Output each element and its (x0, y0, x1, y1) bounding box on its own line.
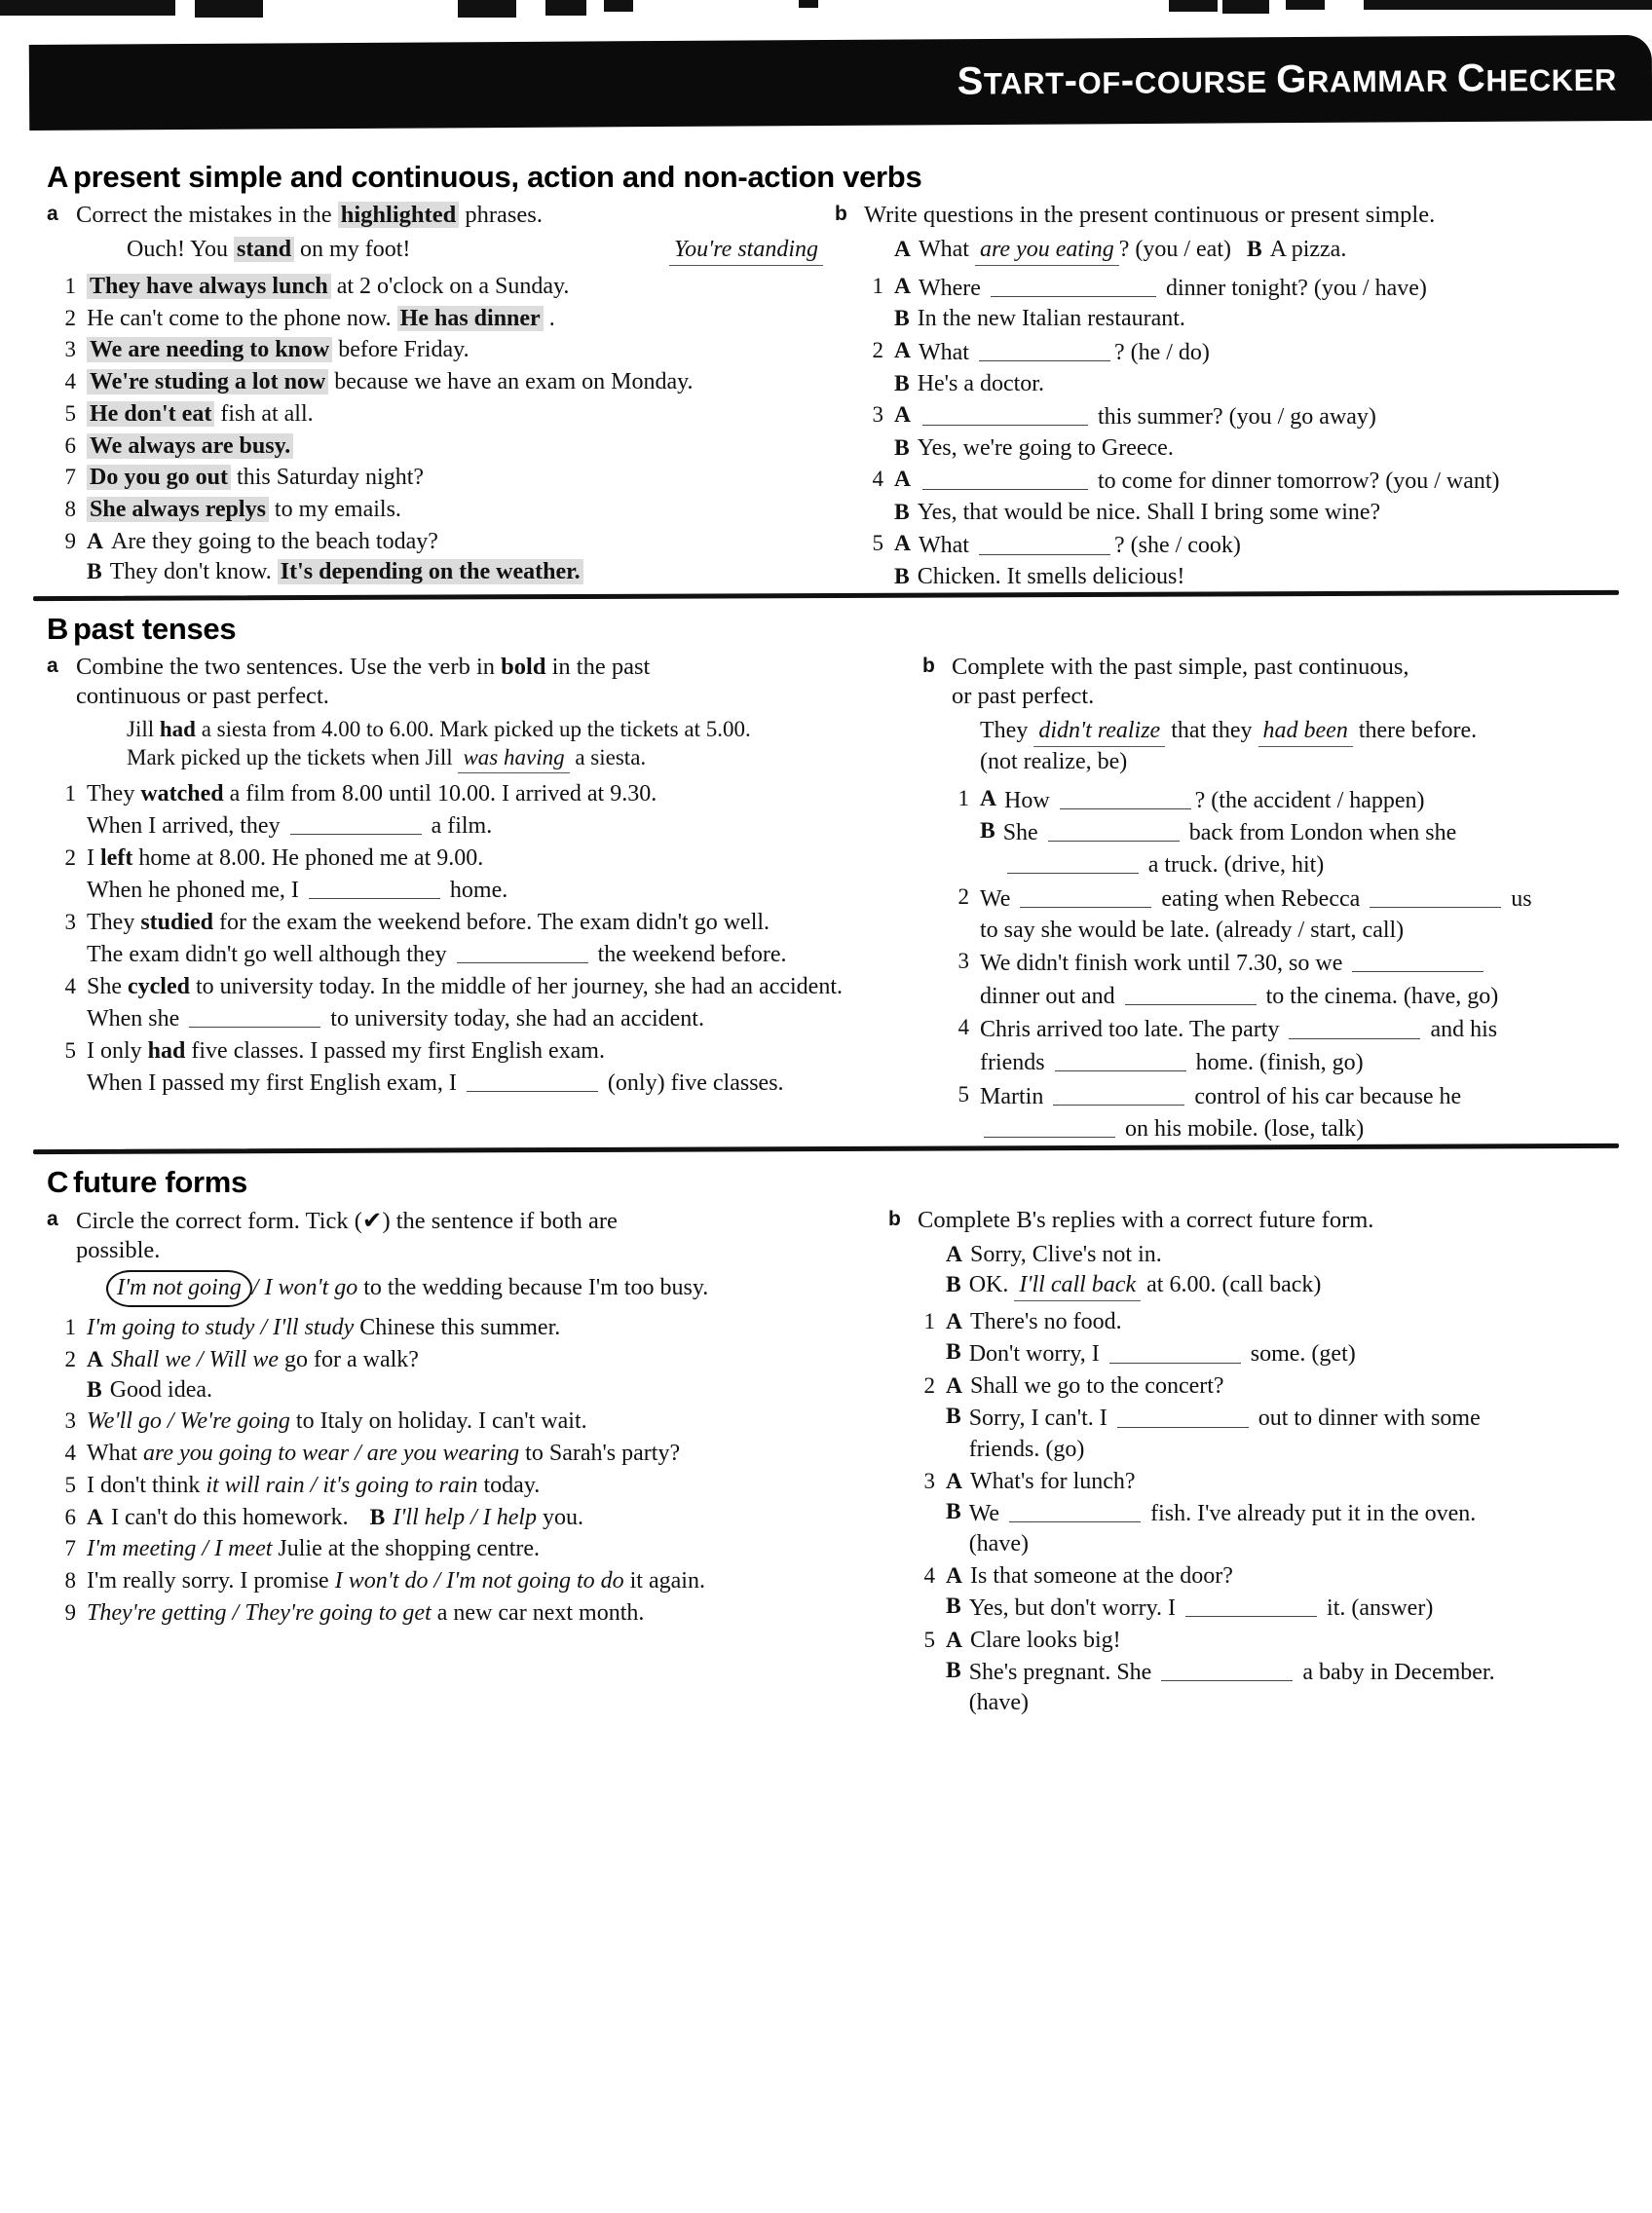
item-text: Do you go out this Saturday night? (87, 463, 823, 493)
answer-blank[interactable] (984, 1112, 1115, 1138)
list-item[interactable] (854, 400, 1652, 464)
section-b-title: past tenses (73, 612, 237, 647)
item-number: 2 (923, 1373, 935, 1399)
dialogue-line-b: B Yes, that would be nice. Shall I bring some wine? (894, 498, 1652, 528)
example-item (906, 1240, 1652, 1301)
list-item[interactable] (47, 272, 823, 302)
list-item[interactable] (47, 1534, 877, 1564)
list-item[interactable] (47, 908, 911, 971)
item-number: 3 (923, 1468, 935, 1493)
option-pair[interactable]: We'll go / We're going (87, 1408, 290, 1435)
list-item[interactable] (47, 1439, 877, 1469)
item-text: He can't come to the phone now. He has dinner . (87, 305, 555, 331)
example-highlight: stand (234, 237, 294, 262)
task-instruction: Complete with the past simple, past continuous, or past perfect. (952, 654, 1409, 710)
section-a-task-b (823, 201, 1652, 593)
dialogue-line-a: A Shall we go to the concert? (946, 1371, 1530, 1402)
item-highlight: He has dinner (397, 306, 544, 331)
answer-blank[interactable] (189, 1002, 320, 1028)
example-answer-1: didn't realize (1033, 716, 1165, 747)
section-b-heading (47, 612, 1652, 647)
section-b-letter: B (47, 612, 69, 647)
speaker-b-tag: B (946, 1498, 961, 1524)
dialogue-line-a: A What ? (he / do) (894, 338, 1210, 366)
item-prompt: She cycled to university today. In the middle of her journey, she had an accident. (87, 973, 844, 999)
section-c-title: future forms (73, 1164, 247, 1199)
list-item[interactable] (906, 1561, 1652, 1625)
speaker-a-tag: A (894, 531, 911, 557)
item-text: We are needing to know before Friday. (87, 335, 823, 365)
answer-blank[interactable] (1109, 1337, 1241, 1363)
circled-answer: I'm not going (106, 1270, 252, 1307)
item-number: 1 (64, 274, 76, 299)
answer-blank[interactable] (1020, 882, 1151, 908)
item-highlight: We're studing a lot now (87, 369, 328, 394)
dialogue-line-a: A Clare looks big! (946, 1626, 1530, 1656)
item-text: We didn't finish work until 7.30, so we dinner out and to the cinema. (have, go) (980, 947, 1535, 1012)
dialogue-line-a: A Is that someone at the door? (946, 1561, 1530, 1592)
item-highlight: It's depending on the weather. (278, 559, 583, 584)
item-number: 4 (64, 973, 76, 998)
answer-blank[interactable] (1048, 816, 1180, 842)
item-highlight: They have always lunch (87, 274, 331, 299)
item-number: 1 (923, 1309, 935, 1334)
section-c-letter: C (47, 1164, 69, 1199)
list-item[interactable] (47, 431, 823, 462)
item-text: He don't eat fish at all. (87, 399, 823, 430)
photo-remnant-strip (0, 0, 1652, 33)
list-item[interactable] (47, 844, 911, 907)
example-answer: are you eating (975, 235, 1119, 266)
item-highlight: He don't eat (87, 401, 214, 427)
speaker-a-tag: A (87, 1346, 103, 1372)
item-prompt: They watched a film from 8.00 until 10.00. I arrived at 9.30. (87, 780, 657, 806)
speaker-a-tag: A (894, 236, 911, 262)
answer-blank[interactable] (1370, 882, 1501, 908)
list-item[interactable] (47, 1036, 911, 1100)
example-answer-2: had been (1258, 716, 1353, 747)
answer-blank[interactable] (1161, 1656, 1293, 1681)
answer-blank[interactable] (1125, 980, 1257, 1005)
item-highlight: We are needing to know (87, 337, 332, 362)
page-title: START-OF-COURSE GRAMMAR CHECKER (957, 56, 1618, 103)
instruction-bold: bold (501, 654, 546, 681)
item-text: I'm meeting / I meet Julie at the shopping centre. (87, 1536, 540, 1562)
list-item[interactable] (906, 1307, 1652, 1370)
dialogue-line-b: B Don't worry, I some. (get) (946, 1339, 1356, 1368)
example-answer: I'll call back (1014, 1270, 1141, 1301)
item-number: 5 (64, 400, 76, 426)
item-number: 4 (64, 369, 76, 394)
speaker-b-tag: B (946, 1272, 961, 1297)
dialogue-line-b: B Sorry, I can't. I out to dinner with some friends. (go) (946, 1404, 1481, 1462)
list-item[interactable] (906, 1626, 1652, 1719)
example-answer: You're standing (669, 235, 823, 266)
task-letter: b (888, 1207, 901, 1230)
speaker-b-tag: B (894, 306, 910, 332)
list-item[interactable] (906, 1371, 1652, 1465)
item-number: 9 (64, 1599, 76, 1625)
item-number: 7 (64, 1536, 76, 1561)
dialogue-line-b: B OK. I'll call back at 6.00. (call back) (946, 1270, 1652, 1301)
speaker-b-tag: B (894, 434, 910, 461)
item-text: What are you going to wear / are you wearing to Sarah's party? (87, 1441, 681, 1467)
example-sentence: Ouch! You stand on my foot! (127, 236, 411, 262)
item-number: 4 (957, 1015, 969, 1040)
speaker-a-tag: A (980, 785, 996, 811)
answer-blank[interactable] (290, 809, 422, 835)
list-item[interactable] (47, 304, 823, 334)
example-line-2: Mark picked up the tickets when Jill was having a siesta. (127, 744, 911, 773)
item-number: 4 (872, 467, 883, 492)
item-number: 2 (64, 844, 76, 870)
example-question: What are you eating ? (you / eat) (919, 235, 1231, 266)
option-pair[interactable]: are you going to wear / are you wearing (142, 1441, 520, 1467)
list-item[interactable] (47, 367, 823, 397)
option-pair[interactable]: I'm meeting / I meet (87, 1536, 273, 1562)
item-number: 5 (64, 1037, 76, 1063)
item-text: I'm really sorry. I promise I won't do / I'm not going to do it again. (87, 1567, 705, 1594)
section-c (0, 1165, 1652, 1720)
task-letter: b (922, 655, 935, 678)
item-text: They have always lunch at 2 o'clock on a Sunday. (87, 272, 823, 302)
section-a (0, 160, 1652, 593)
section-b-task-a (0, 653, 911, 1101)
option-pair[interactable]: I won't do / I'm not going to do (334, 1567, 624, 1594)
item-number: 3 (957, 949, 969, 974)
item-number: 2 (64, 305, 76, 330)
speaker-a-tag: A (894, 338, 911, 364)
item-number: 6 (64, 1504, 76, 1529)
item-prompt: I left home at 8.00. He phoned me at 9.00. (87, 844, 484, 871)
item-number: 3 (64, 337, 76, 362)
section-a-title: present simple and continuous, action and non-action verbs (73, 160, 922, 194)
speaker-a-tag: A (946, 1309, 962, 1335)
dialogue-line-a: A Sorry, Clive's not in. (946, 1240, 1652, 1270)
answer-blank[interactable] (1007, 848, 1139, 874)
list-item[interactable] (47, 399, 823, 430)
item-text: Martin control of his car because he on his mobile. (lose, talk) (980, 1080, 1535, 1145)
item-highlight: We always are busy. (87, 433, 293, 459)
item-text: We're studing a lot now because we have an exam on Monday. (87, 367, 823, 397)
list-item[interactable] (47, 1313, 877, 1343)
answer-blank[interactable] (1060, 784, 1191, 809)
item-answer-line: When she to university today, she had an accident. (87, 1002, 911, 1034)
speaker-b-tag: B (894, 370, 910, 396)
item-text (87, 431, 823, 462)
list-item[interactable] (854, 336, 1652, 399)
speaker-b-tag: B (87, 1376, 102, 1403)
item-number: 2 (957, 884, 969, 910)
speaker-a-tag: A (946, 1241, 962, 1267)
answer-blank[interactable] (1352, 947, 1483, 972)
example-sentence: I'm not going / I won't go to the wedding because I'm too busy. (87, 1270, 877, 1307)
task-instruction: Write questions in the present continuous or present simple. (864, 202, 1436, 228)
speaker-b-tag: B (946, 1404, 961, 1430)
section-b (0, 612, 1652, 1146)
speaker-b-tag: B (946, 1593, 961, 1619)
option-pair[interactable]: I'm going to study / I'll study (87, 1314, 355, 1340)
example-reply: A pizza. (1269, 236, 1347, 262)
speaker-a-tag: A (946, 1468, 962, 1494)
list-item[interactable] (854, 465, 1652, 528)
list-item[interactable] (47, 972, 911, 1035)
dialogue-line-b: B She's pregnant. She a baby in December. (have) (946, 1658, 1495, 1716)
section-b-task-b (911, 653, 1652, 1146)
speaker-a-tag: A (87, 528, 103, 554)
list-item[interactable] (47, 779, 911, 843)
dialogue-line-b: B She back from London when she a truck. (drive, hit) (980, 817, 1457, 879)
speaker-a-tag: A (894, 402, 911, 429)
answer-blank[interactable] (1009, 1497, 1141, 1522)
speaker-b-tag: B (1247, 236, 1262, 262)
answer-blank[interactable] (457, 938, 588, 963)
speaker-a-tag: A (946, 1562, 962, 1589)
dialogue-line-a: A There's no food. (946, 1307, 1530, 1337)
section-a-heading (47, 160, 1652, 195)
item-number: 2 (64, 1346, 76, 1371)
list-item[interactable] (940, 1080, 1652, 1145)
section-c-heading (47, 1165, 1652, 1200)
item-highlight: She always replys (87, 497, 269, 522)
list-item[interactable] (47, 1566, 877, 1596)
page-header-banner (29, 35, 1652, 131)
dialogue-line-a: A How ? (the accident / happen) (980, 785, 1425, 813)
speaker-a-tag: A (946, 1373, 962, 1400)
list-item[interactable] (940, 882, 1652, 946)
item-text: She always replys to my emails. (87, 495, 823, 525)
item-number: 2 (872, 338, 883, 363)
dialogue-line-a: A to come for dinner tomorrow? (you / want) (894, 467, 1500, 495)
answer-blank[interactable] (991, 272, 1156, 297)
speaker-a-tag: A (894, 467, 911, 493)
option-pair[interactable]: Shall we / Will we (110, 1346, 279, 1372)
list-item[interactable] (940, 1013, 1652, 1078)
item-text: We'll go / We're going to Italy on holiday. I can't wait. (87, 1408, 587, 1435)
section-c-task-b (877, 1206, 1652, 1720)
item-answer-line: When I passed my first English exam, I (only) five classes. (87, 1067, 911, 1099)
dialogue-line-b: B He's a doctor. (894, 369, 1652, 399)
dialogue-line-b: B Chicken. It smells delicious! (894, 562, 1652, 592)
item-number: 5 (872, 531, 883, 556)
list-item[interactable] (47, 1598, 877, 1629)
answer-blank[interactable] (979, 336, 1110, 361)
dialogue-line-a: A What ? (she / cook) (894, 531, 1241, 559)
example-item (854, 235, 1652, 266)
item-answer-line: The exam didn't go well although they the weekend before. (87, 938, 911, 970)
item-number: 6 (64, 432, 76, 458)
example-answer: was having (458, 744, 569, 773)
item-number: 1 (872, 274, 883, 299)
speaker-b-tag: B (946, 1658, 961, 1683)
task-instruction: Complete B's replies with a correct future form. (918, 1206, 1374, 1233)
item-text: A I can't do this homework. B I'll help / I help you. (87, 1504, 584, 1530)
speaker-b-tag: B (369, 1504, 386, 1530)
item-number: 1 (957, 785, 969, 810)
item-number: 1 (64, 1314, 76, 1339)
answer-blank[interactable] (979, 529, 1110, 554)
dialogue-line-b: B They don't know. It's depending on the weather. (87, 557, 823, 587)
section-a-letter: A (47, 160, 69, 194)
example-item (47, 716, 911, 773)
item-answer-line: When I arrived, they a film. (87, 809, 911, 842)
task-letter: a (47, 1207, 58, 1230)
item-text: I'm going to study / I'll study Chinese this summer. (87, 1314, 561, 1340)
dialogue-line-a: A Where dinner tonight? (you / have) (894, 274, 1427, 302)
item-prompt: I only had five classes. I passed my first English exam. (87, 1037, 605, 1064)
item-number: 8 (64, 496, 76, 521)
list-item[interactable] (47, 1503, 877, 1533)
item-highlight: Do you go out (87, 465, 231, 490)
section-c-task-a (0, 1206, 877, 1630)
speaker-a-tag: A (87, 1504, 103, 1530)
list-item[interactable] (854, 272, 1652, 335)
item-number: 3 (872, 402, 883, 428)
speaker-b-tag: B (946, 1339, 961, 1366)
example-item (47, 235, 823, 266)
speaker-b-tag: B (87, 558, 102, 584)
item-answer-line: When he phoned me, I home. (87, 874, 911, 906)
item-number: 9 (64, 528, 76, 553)
task-letter: a (47, 655, 58, 678)
task-instruction: Combine the two sentences. Use the verb in bold in the past continuous or past perfect. (76, 654, 651, 710)
item-number: 7 (64, 465, 76, 490)
item-number: 5 (64, 1472, 76, 1497)
speaker-a-tag: A (894, 274, 911, 300)
answer-blank[interactable] (1185, 1592, 1317, 1617)
list-item[interactable] (47, 1407, 877, 1437)
task-letter: a (47, 203, 58, 225)
dialogue-line-b: B We fish. I've already put it in the oven. (have) (946, 1498, 1477, 1557)
answer-blank[interactable] (1055, 1046, 1186, 1071)
dialogue-line-a: A What's for lunch? (946, 1467, 1530, 1497)
task-letter: b (835, 203, 847, 225)
instruction-highlight: highlighted (338, 202, 459, 228)
example-item (47, 1270, 877, 1307)
answer-blank[interactable] (1289, 1013, 1420, 1038)
tick-icon: ✔ (361, 1205, 383, 1234)
item-text: I don't think it will rain / it's going to rain today. (87, 1472, 541, 1498)
worksheet-body (0, 146, 1652, 1720)
dialogue-line-b: B Good idea. (87, 1375, 877, 1406)
list-item[interactable] (47, 495, 823, 525)
answer-blank[interactable] (922, 465, 1088, 490)
list-item[interactable] (940, 784, 1652, 881)
answer-blank[interactable] (309, 874, 440, 899)
item-number: 3 (64, 1408, 76, 1434)
answer-blank[interactable] (1053, 1080, 1184, 1106)
dialogue-line-b: B Yes, we're going to Greece. (894, 433, 1652, 464)
section-a-task-a (0, 201, 823, 588)
list-item[interactable] (854, 529, 1652, 592)
task-instruction: Circle the correct form. Tick (✔) the sentence if both are possible. (76, 1205, 618, 1263)
dialogue-line-a: A Are they going to the beach today? (87, 527, 823, 557)
task-instruction: Correct the mistakes in the highlighted phrases. (76, 202, 543, 228)
item-number: 4 (64, 1441, 76, 1466)
item-number: 5 (957, 1081, 969, 1106)
answer-blank[interactable] (467, 1067, 598, 1092)
item-text: Chris arrived too late. The party and his friends home. (finish, go) (980, 1013, 1535, 1078)
dialogue-line-a: A this summer? (you / go away) (894, 402, 1376, 431)
speaker-b-tag: B (980, 817, 995, 844)
speaker-b-tag: B (894, 563, 910, 589)
list-item[interactable] (940, 947, 1652, 1012)
item-prompt: They studied for the exam the weekend before. The exam didn't go well. (87, 909, 770, 935)
speaker-b-tag: B (894, 499, 910, 525)
item-number: 1 (64, 780, 76, 806)
dialogue-line-b: B In the new Italian restaurant. (894, 304, 1652, 334)
answer-blank[interactable] (922, 400, 1088, 426)
dialogue-line-a: A Shall we / Will we go for a walk? (87, 1345, 877, 1375)
example-sentence: They didn't realize that they had been there before. (not realize, be) (980, 718, 1478, 775)
example-item (940, 716, 1652, 777)
item-number: 3 (64, 909, 76, 934)
option-pair[interactable]: I'll help / I help (393, 1504, 538, 1530)
list-item[interactable] (47, 527, 823, 587)
item-number: 5 (923, 1627, 935, 1652)
list-item[interactable] (47, 463, 823, 493)
item-number: 4 (923, 1562, 935, 1588)
item-number: 8 (64, 1567, 76, 1593)
item-text: We eating when Rebecca us to say she would be late. (already / start, call) (980, 882, 1535, 946)
list-item[interactable] (47, 1471, 877, 1501)
list-item[interactable] (906, 1467, 1652, 1560)
speaker-a-tag: A (946, 1627, 962, 1653)
answer-blank[interactable] (1117, 1402, 1249, 1427)
option-pair[interactable]: They're getting / They're going to get (87, 1599, 432, 1626)
item-text: They're getting / They're going to get a new car next month. (87, 1599, 645, 1626)
list-item[interactable] (47, 335, 823, 365)
option-pair[interactable]: it will rain / it's going to rain (206, 1472, 478, 1498)
list-item[interactable] (47, 1345, 877, 1406)
dialogue-line-b: B Yes, but don't worry. I it. (answer) (946, 1593, 1434, 1622)
example-line-1: Jill had a siesta from 4.00 to 6.00. Mark picked up the tickets at 5.00. (127, 717, 751, 742)
